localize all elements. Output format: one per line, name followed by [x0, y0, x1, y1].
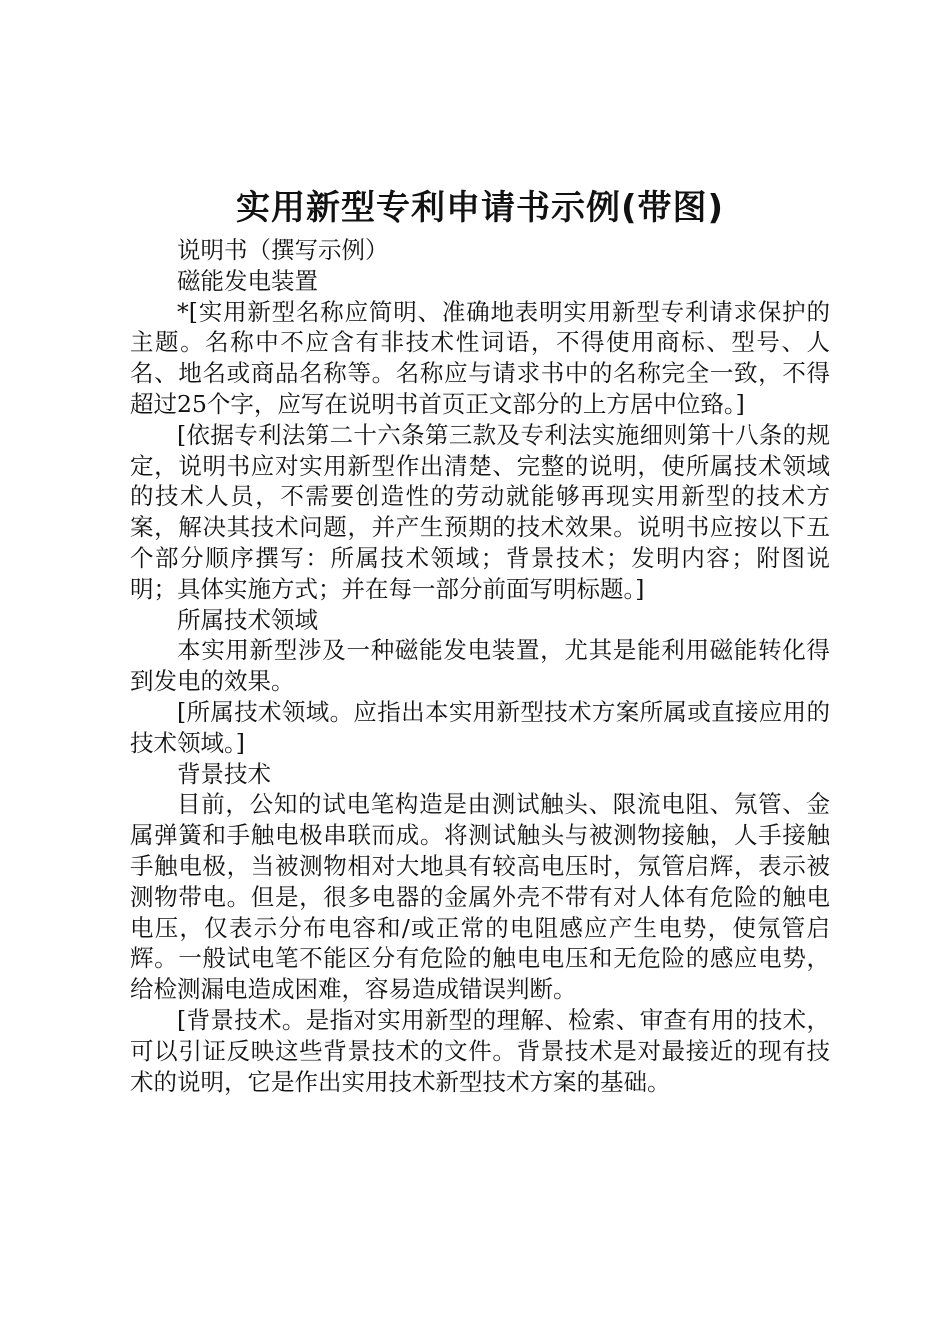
section-heading: 所属技术领域	[177, 605, 318, 634]
paragraph: 本实用新型涉及一种磁能发电装置，尤其是能利用磁能转化得到发电的效果。	[130, 636, 830, 696]
paragraph-label: 说明书（撰写示例）	[177, 236, 389, 264]
document-title: 实用新型专利申请书示例(带图)	[235, 188, 725, 228]
paragraph: [背景技术。是指对实用新型的理解、检索、审查有用的技术，可以引证反映这些背景技术的文件。背景技术是对最接近的现有技术的说明，它是作出实用技术新型技术方案的基础。	[130, 1005, 830, 1096]
document-page	[130, 183, 830, 1097]
section-heading: 背景技术	[177, 759, 271, 788]
paragraph: [所属技术领域。应指出本实用新型技术方案所属或直接应用的技术领域。]	[130, 697, 830, 757]
paragraph: 目前，公知的试电笔构造是由测试触头、限流电阻、氖管、金属弹簧和手触电极串联而成。将测试触头与被测物接触，人手接触手触电极，当被测物相对大地具有较高电压时，氖管启辉，表示被测物带电。但是，很多电器的金属外壳不带有对人体有危险的触电电压，仅表示分布电容和/或正常的电阻感应产生电势，使氖管启辉。一般试电笔不能区分有危险的触电电压和无危险的感应电势，给检测漏电造成困难，容易造成错误判断。	[130, 790, 830, 1004]
paragraph: [依据专利法第二十六条第三款及专利法实施细则第十八条的规定，说明书应对实用新型作出清楚、完整的说明，使所属技术领域的技术人员，不需要创造性的劳动就能够再现实用新型的技术方案，解决其技术问题，并产生预期的技术效果。说明书应按以下五个部分顺序撰写：所属技术领域；背景技术；发明内容；附图说明；具体实施方式；并在每一部分前面写明标题。]	[130, 420, 830, 603]
invention-name: 磁能发电装置	[177, 266, 318, 295]
paragraph: *[实用新型名称应简明、准确地表明实用新型专利请求保护的主题。名称中不应含有非技术性词语，不得使用商标、型号、人名、地名或商品名称等。名称应与请求书中的名称完全一致，不得超过25个字，应写在说明书首页正文部分的上方居中位臵。]	[130, 297, 830, 418]
